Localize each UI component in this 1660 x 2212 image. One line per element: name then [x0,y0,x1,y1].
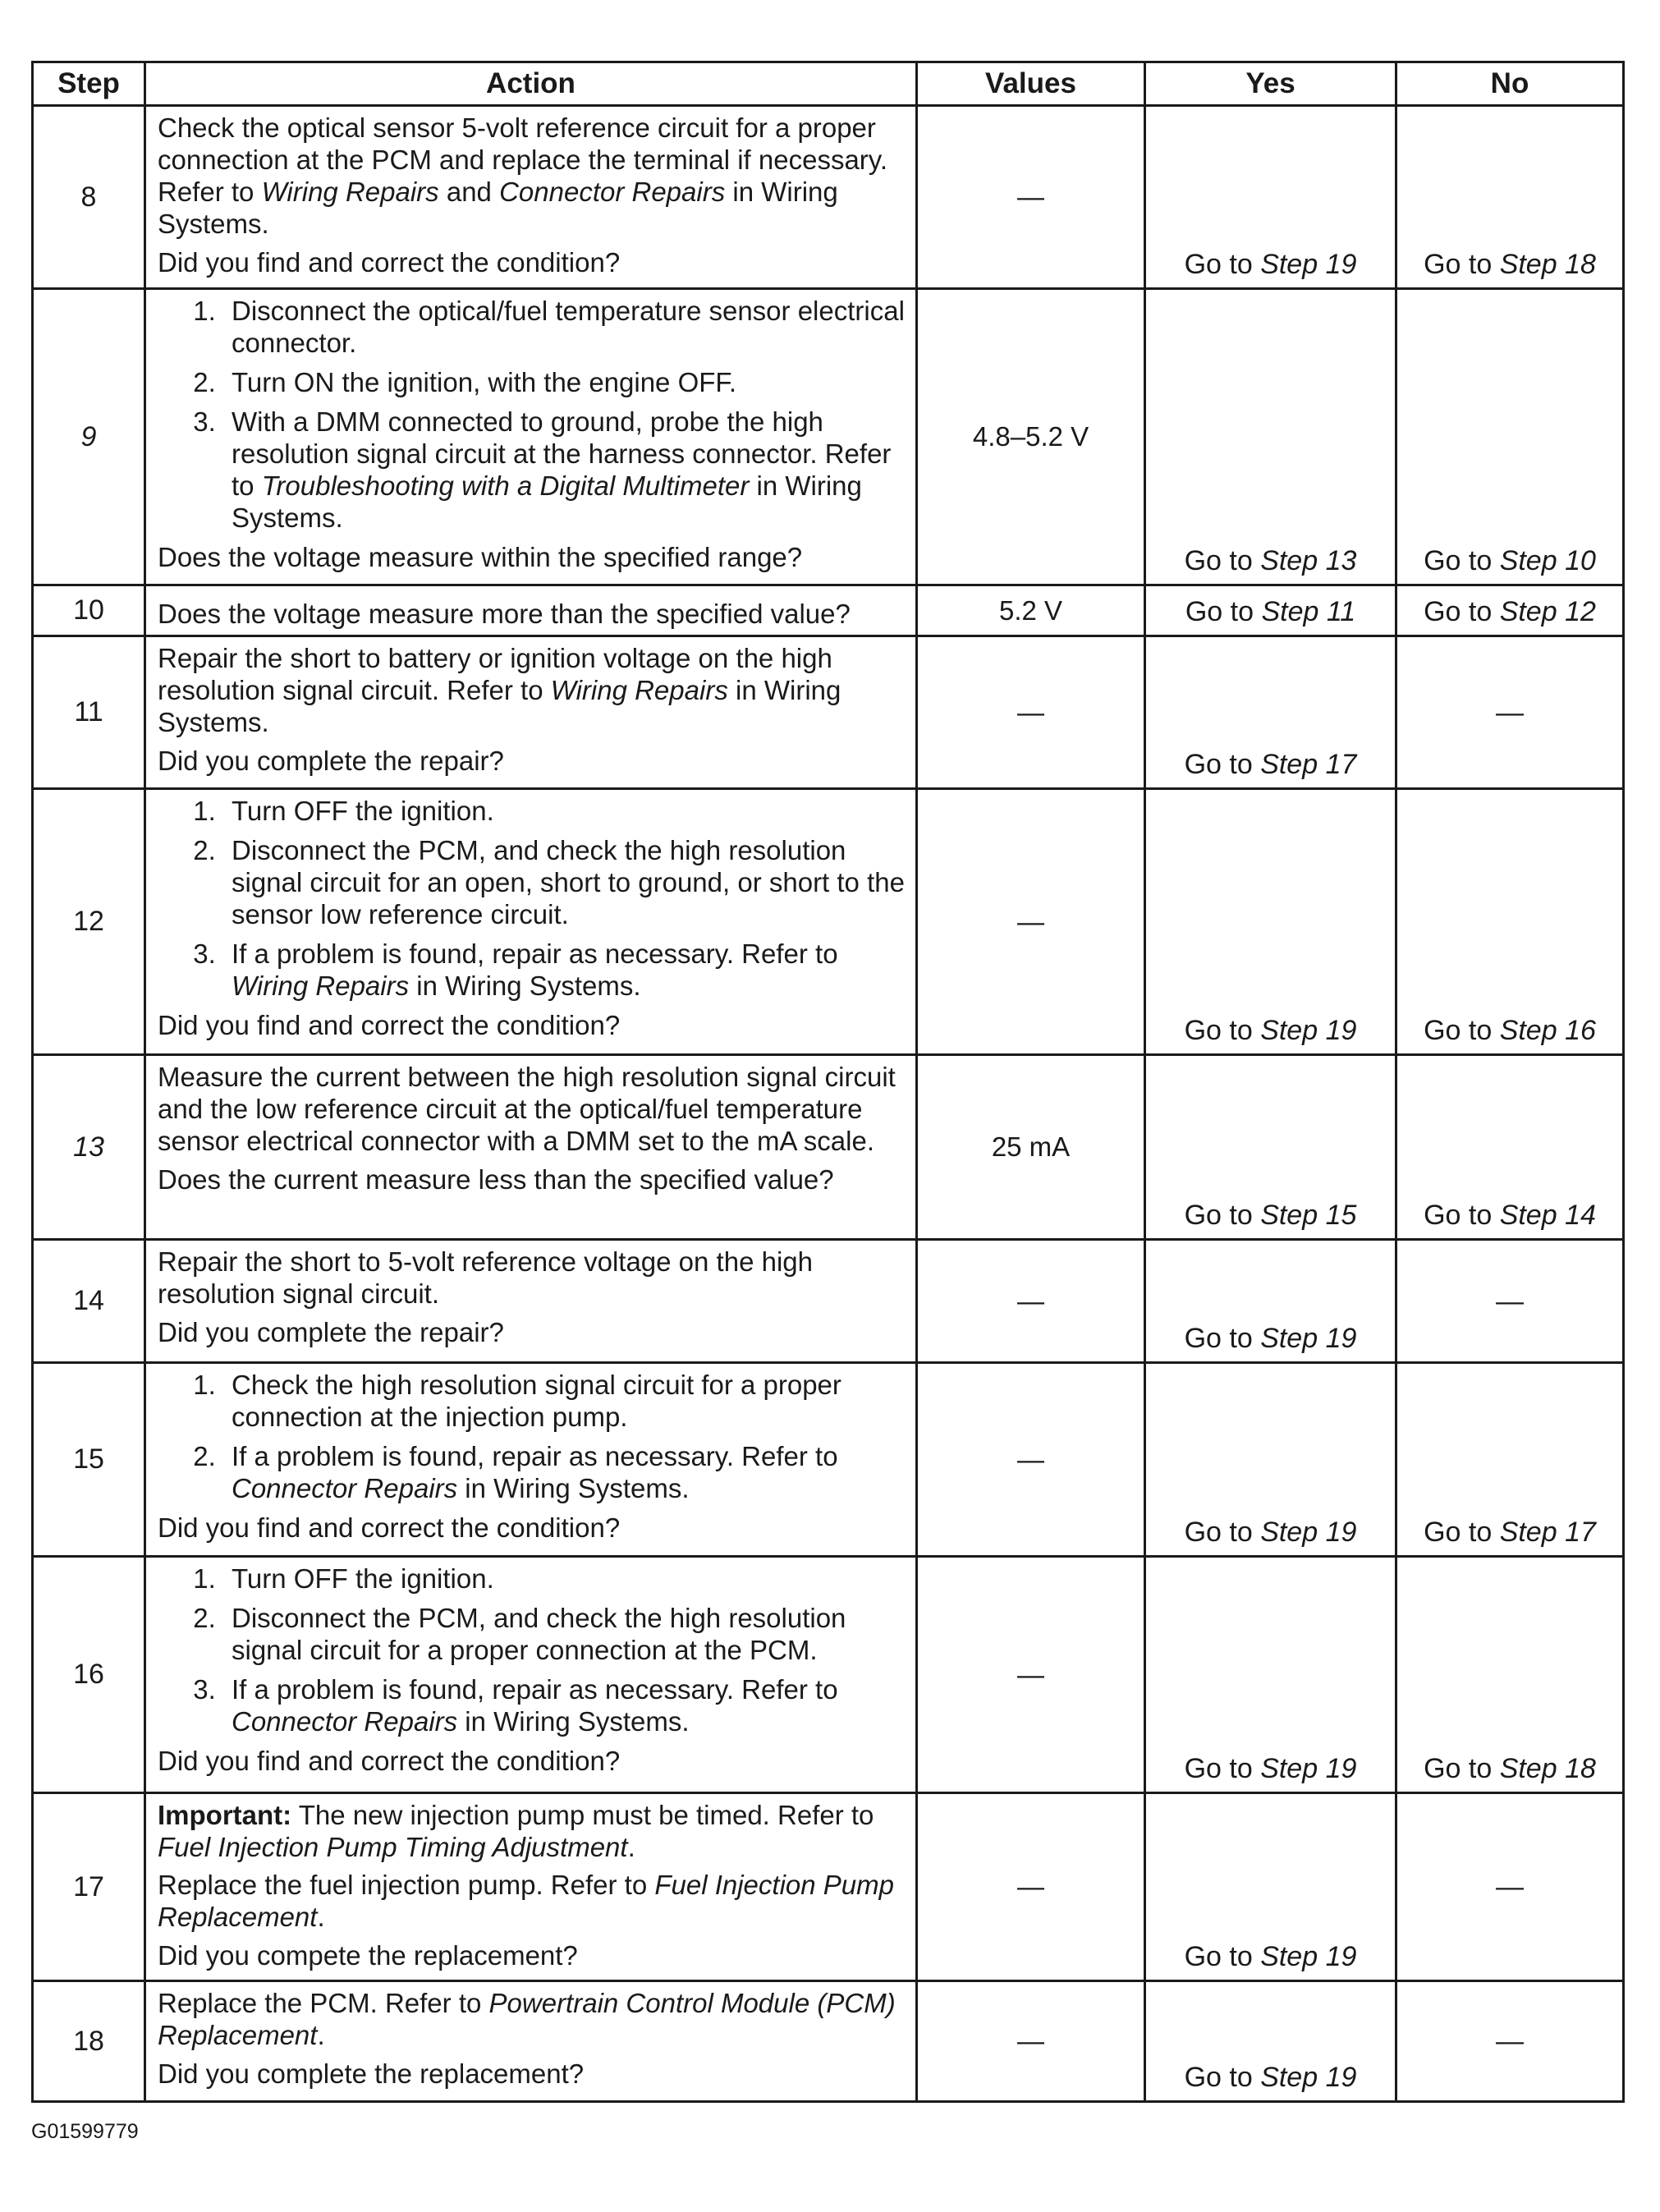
goto-text: Go to [1424,1200,1500,1231]
text-run: If a problem is found, repair as necessary. Refer to [232,938,838,969]
action-cell [145,1557,917,1793]
action-paragraph [158,1246,909,1310]
step-number: 12 [33,789,145,1055]
text-run: The new injection pump must be timed. Refer to [291,1800,874,1830]
goto-step-ref: Step 19 [1260,1517,1357,1548]
goto-text: Go to [1424,596,1500,627]
goto-text: Go to [1184,1015,1261,1046]
action-question: Did you compete the replacement? [158,1940,578,1971]
goto-step-ref: Step 18 [1499,1753,1596,1784]
yes-cell [1145,1981,1396,2102]
action-list-item [223,366,909,398]
action-list-item [223,1563,909,1595]
no-cell [1396,585,1624,636]
text-run: Replace the PCM. Refer to [158,1988,489,2018]
step-number: 8 [33,106,145,289]
table-row [33,1363,1624,1557]
action-list-item [223,295,909,359]
goto-step-ref: Step 14 [1499,1200,1596,1231]
text-run: in Wiring Systems. [158,675,841,737]
no-cell [1396,1055,1624,1240]
text-run: If a problem is found, repair as necessary. Refer to [232,1674,838,1705]
action-cell [145,789,917,1055]
text-run: With a DMM connected to ground, probe the high resolution signal circuit at the harness connector. Refer to [232,406,892,501]
text-run: Replace the fuel injection pump. Refer to [158,1870,655,1900]
action-list-item [223,1602,909,1666]
text-run: in Wiring Systems. [232,470,862,533]
goto-text: Go to [1184,249,1261,280]
reference-link-text: Fuel Injection Pump Timing Adjustment [158,1832,628,1862]
text-run: . [317,2020,325,2050]
action-question: Did you complete the replacement? [158,2058,585,2089]
step-number: 14 [33,1240,145,1363]
table-body [33,106,1624,2102]
value-cell: — [917,1981,1145,2102]
no-dash: — [1396,1240,1624,1363]
table-row [33,636,1624,789]
goto-step-ref: Step 19 [1260,2062,1357,2093]
goto-step-ref: Step 12 [1499,596,1596,627]
goto-text: Go to [1424,1517,1500,1548]
goto-text: Go to [1184,749,1261,780]
reference-link-text: Connector Repairs [232,1473,458,1503]
value-cell: — [917,636,1145,789]
table-row [33,1981,1624,2102]
goto-text: Go to [1424,545,1500,576]
goto-step-ref: Step 11 [1261,596,1356,627]
goto-text: Go to [1424,249,1500,280]
table-row [33,1055,1624,1240]
header-yes: Yes [1145,62,1396,106]
action-list-item [223,1673,909,1737]
no-dash: — [1396,636,1624,789]
goto-step-ref: Step 16 [1499,1015,1596,1046]
header-action: Action [145,62,917,106]
text-run: in Wiring Systems. [158,177,838,239]
action-question: Does the current measure less than the specified value? [158,1164,834,1195]
action-paragraph [158,112,909,240]
action-paragraph [158,1987,909,2051]
action-question: Did you find and correct the condition? [158,1512,621,1543]
action-list-item [223,406,909,534]
action-question: Does the voltage measure within the specified range? [158,542,803,572]
action-cell [145,636,917,789]
goto-step-ref: Step 17 [1499,1517,1596,1548]
goto-text: Go to [1184,1517,1261,1548]
action-question: Did you find and correct the condition? [158,1746,621,1776]
table-row [33,1557,1624,1793]
value-cell: 5.2 V [917,585,1145,636]
reference-link-text: Wiring Repairs [261,177,439,207]
text-run: in Wiring Systems. [457,1706,690,1737]
goto-step-ref: Step 19 [1260,1015,1357,1046]
action-paragraph [158,1799,909,1863]
table-row [33,289,1624,585]
goto-step-ref: Step 19 [1260,1941,1357,1972]
action-question: Did you find and correct the condition? [158,1010,621,1040]
action-paragraph [158,1869,909,1933]
table-row [33,106,1624,289]
table-header-row [33,62,1624,106]
step-number: 16 [33,1557,145,1793]
goto-step-ref: Step 10 [1499,545,1596,576]
action-numbered-list [158,1563,909,1737]
goto-text: Go to [1424,1015,1500,1046]
action-list-item [223,1369,909,1433]
action-paragraph [158,1061,909,1157]
yes-cell [1145,636,1396,789]
text-run: Disconnect the PCM, and check the high resolution signal circuit for an open, short to ground, or short to the sensor low reference circuit. [232,835,905,929]
yes-cell [1145,1557,1396,1793]
reference-link-text: Fuel Injection Pump Replacement [158,1870,894,1932]
text-run: Repair the short to battery or ignition voltage on the high resolution signal circuit. Refer to [158,643,832,705]
value-cell: — [917,106,1145,289]
goto-text: Go to [1184,2062,1261,2093]
action-question: Did you complete the repair? [158,746,504,776]
text-run: in Wiring Systems. [409,971,641,1001]
header-values: Values [917,62,1145,106]
goto-text: Go to [1185,596,1262,627]
header-step: Step [33,62,145,106]
reference-link-text: Wiring Repairs [232,971,410,1001]
value-cell: 4.8–5.2 V [917,289,1145,585]
yes-cell [1145,1055,1396,1240]
action-cell [145,1363,917,1557]
action-cell [145,585,917,636]
reference-link-text: Connector Repairs [499,177,726,207]
value-cell: — [917,789,1145,1055]
text-run: Turn OFF the ignition. [232,796,494,826]
step-number: 15 [33,1363,145,1557]
reference-link-text: Connector Repairs [232,1706,458,1737]
diagnostic-steps-table [31,61,1625,2103]
no-cell [1396,789,1624,1055]
goto-text: Go to [1184,1941,1261,1972]
step-number: 9 [33,289,145,585]
action-cell [145,1240,917,1363]
value-cell: — [917,1793,1145,1981]
goto-step-ref: Step 19 [1260,1753,1357,1784]
text-run: Turn OFF the ignition. [232,1563,494,1594]
text-run: Check the high resolution signal circuit for a proper connection at the injection pump. [232,1370,841,1432]
figure-code: G01599779 [31,2120,139,2143]
goto-step-ref: Step 15 [1260,1200,1357,1231]
text-run: . [317,1902,325,1932]
action-numbered-list [158,295,909,534]
bold-label: Important: [158,1800,292,1830]
action-cell [145,106,917,289]
reference-link-text: Powertrain Control Module (PCM) Replacement [158,1988,896,2050]
yes-cell [1145,289,1396,585]
action-paragraph [158,642,909,738]
action-cell [145,1981,917,2102]
goto-step-ref: Step 17 [1260,749,1357,780]
step-number: 10 [33,585,145,636]
step-number: 11 [33,636,145,789]
table-row [33,585,1624,636]
goto-step-ref: Step 19 [1260,1323,1357,1354]
action-cell [145,1055,917,1240]
yes-cell [1145,585,1396,636]
yes-cell [1145,106,1396,289]
no-cell [1396,1557,1624,1793]
goto-step-ref: Step 13 [1260,545,1357,576]
action-cell [145,1793,917,1981]
table-row [33,1240,1624,1363]
no-dash: — [1396,1981,1624,2102]
goto-text: Go to [1184,1323,1261,1354]
step-number: 17 [33,1793,145,1981]
value-cell: — [917,1240,1145,1363]
yes-cell [1145,1363,1396,1557]
no-dash: — [1396,1793,1624,1981]
yes-cell [1145,789,1396,1055]
goto-text: Go to [1184,1753,1261,1784]
step-number: 13 [33,1055,145,1240]
step-number: 18 [33,1981,145,2102]
action-list-item [223,795,909,827]
action-list-item [223,834,909,930]
action-question: Does the voltage measure more than the specified value? [158,599,851,629]
action-numbered-list [158,1369,909,1504]
text-run: . [627,1832,635,1862]
table-row [33,789,1624,1055]
action-list-item [223,938,909,1002]
text-run: Turn ON the ignition, with the engine OFF. [232,367,737,397]
no-cell [1396,106,1624,289]
table-row [33,1793,1624,1981]
action-question: Did you complete the repair? [158,1317,504,1347]
action-numbered-list [158,795,909,1002]
text-run: Repair the short to 5-volt reference voltage on the high resolution signal circuit. [158,1246,813,1309]
no-cell [1396,1363,1624,1557]
text-run: Disconnect the optical/fuel temperature sensor electrical connector. [232,296,905,358]
text-run: Measure the current between the high resolution signal circuit and the low reference circuit at the optical/fuel temperature sensor electrical connector with a DMM set to the mA scale. [158,1062,896,1156]
text-run: Disconnect the PCM, and check the high resolution signal circuit for a proper connection at the PCM. [232,1603,846,1665]
text-run: in Wiring Systems. [457,1473,690,1503]
action-list-item [223,1440,909,1504]
text-run: and [438,177,500,207]
goto-step-ref: Step 18 [1499,249,1596,280]
text-run: If a problem is found, repair as necessary. Refer to [232,1441,838,1471]
value-cell: 25 mA [917,1055,1145,1240]
yes-cell [1145,1793,1396,1981]
goto-text: Go to [1184,1200,1261,1231]
reference-link-text: Wiring Repairs [550,675,728,705]
text-run: Check the optical sensor 5-volt reference circuit for a proper connection at the PCM and replace the terminal if necessary. Refer to [158,112,888,207]
action-question: Did you find and correct the condition? [158,247,621,278]
goto-step-ref: Step 19 [1260,249,1357,280]
value-cell: — [917,1363,1145,1557]
yes-cell [1145,1240,1396,1363]
value-cell: — [917,1557,1145,1793]
goto-text: Go to [1424,1753,1500,1784]
reference-link-text: Troubleshooting with a Digital Multimeter [261,470,750,501]
header-no: No [1396,62,1624,106]
action-cell [145,289,917,585]
no-cell [1396,289,1624,585]
goto-text: Go to [1184,545,1261,576]
